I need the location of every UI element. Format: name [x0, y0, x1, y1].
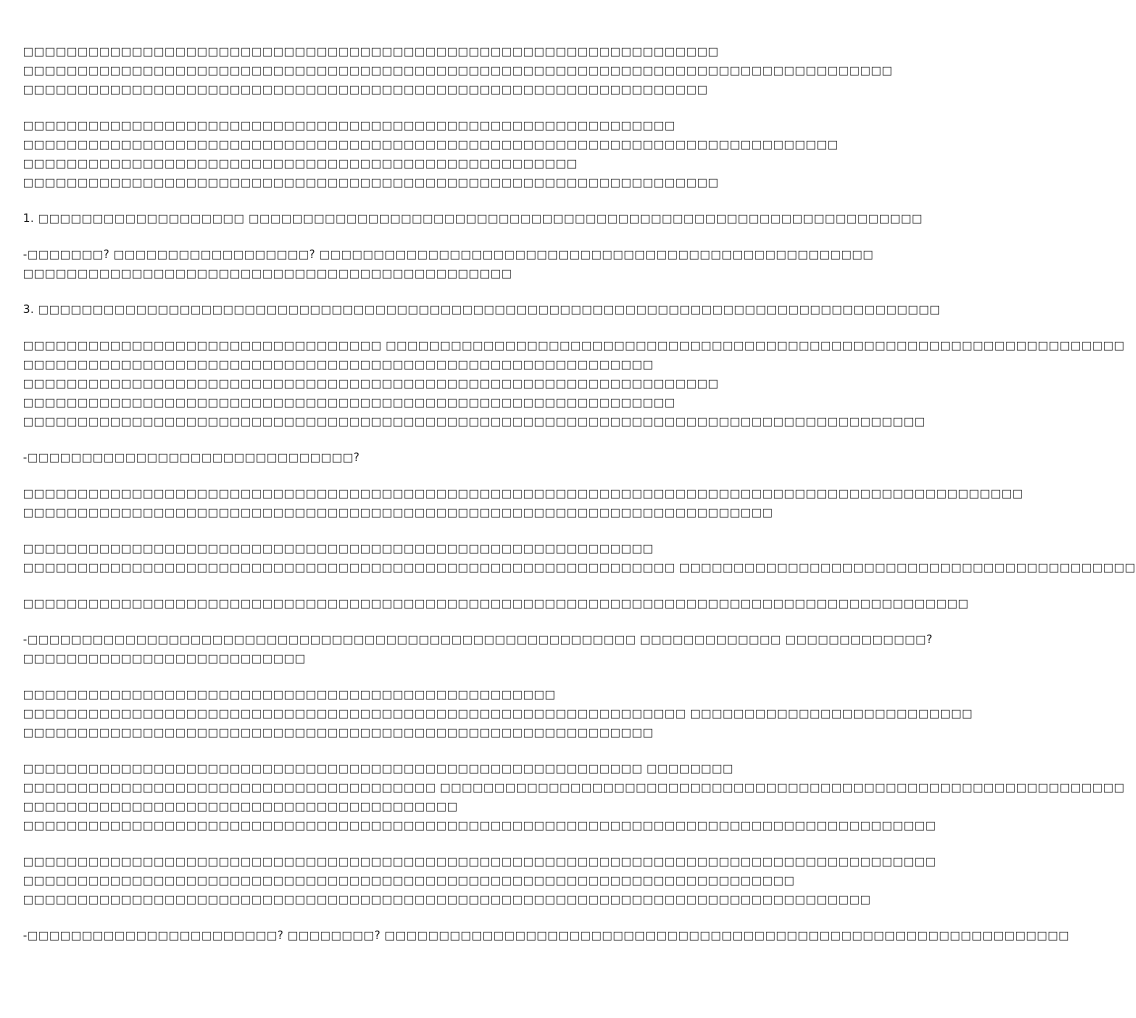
text-line: □□□□□□□□□□□□□□□□□□□□□□□□□□□□□□□□□□□□□□□□□□□□□□□□□□□□□□□□□□□□□□□□□□□□□□□□□□□□□□□□□□□□	[23, 819, 937, 832]
text-line: □□□□□□□□□□□□□□□□□□□□□□□□□□□□□□□□□□□□□□□□□□□□□□□□□	[23, 688, 556, 701]
paragraph	[23, 539, 1136, 577]
paragraph	[23, 759, 1125, 835]
paragraph	[23, 448, 693, 467]
text-line: □□□□□□□□□□□□□□□□□□□□□□□□□□□□□□□□□□□□□□□□□□□□□□□□□□□□□□□□□□□□□□□□□□□□□□□	[23, 874, 795, 887]
text-line: □□□□□□□□□□□□□□□□□□□□□□□□□□□□□□□□□□□□□□□□□□□□□□□□□□□□□□□□□□□□□□□□	[23, 377, 719, 390]
text-line: □□□□□□□□□□□□□□□□□□□□□□□□□□□□□□□□□□□□□□□□□□□□□□□□□□□□□□□□□□□□□□□□	[23, 45, 719, 58]
text-line: □□□□□□□□□□□□□□□□□□□□□□□□□□□□□□□□□□□□□□□□□□□□□□□□□□□□□□□□□□□□□ □□□□□□□□□□□□□□□□□□□□□□□□□□	[23, 707, 973, 720]
document-body	[23, 42, 1136, 962]
paragraph	[23, 484, 1024, 522]
text-line: □□□□□□□□□□□□□□□□□□□□□□□□□□□□□□□□□□□□□□□□□□□□□□□□□□□□□□□□□□□□□□□	[23, 83, 708, 96]
paragraph	[23, 42, 893, 99]
paragraph	[23, 209, 923, 228]
text-line: □□□□□□□□□□□□□□□□□□□□□□□□□□□□□□□□□□□□□□□□□□□□□□□□□□□	[23, 157, 578, 170]
text-line: □□□□□□□□□□□□□□□□□□□□□□□□□□□□□□□□□ □□□□□□□□□□□□□□□□□□□□□□□□□□□□□□□□□□□□□□□□□□□□□□□□□□□□□□□□□□□□□□□□□□□□	[23, 339, 1125, 352]
text-line: □□□□□□□□□□□□□□□□□□□□□□□□□□□□□□□□□□□□□□□□□□□□□□□□□□□□□□□□□□□□□□□□□□□□□□□□□□□□□□□□□□□	[23, 415, 926, 428]
text-line: □□□□□□□□□□□□□□□□□□□□□□□□□□□□□□□□□□□□□□□□□□□□□□□□□□□□□□□□□□□□	[23, 119, 676, 132]
paragraph	[23, 336, 1125, 431]
text-line: -□□□□□□□□□□□□□□□□□□□□□□□? □□□□□□□□? □□□□□□□□□□□□□□□□□□□□□□□□□□□□□□□□□□□□□□□□□□□□□□□□□□□□□□□□□□□□□□□	[23, 929, 1070, 942]
text-line: □□□□□□□□□□□□□□□□□□□□□□□□□□□□□□□□□□□□□□□□□□□□□□□□□□□□□□□□□□□□□□□□□□□□□□□□□□□	[23, 138, 839, 151]
text-line: □□□□□□□□□□□□□□□□□□□□□□□□□□□□□□□□□□□□□□□□□□□□□□□□□□□□□□□□□□	[23, 358, 654, 371]
paragraph	[23, 852, 937, 909]
text-line: □□□□□□□□□□□□□□□□□□□□□□□□□□□□□□□□□□□□□□ □□□□□□□□□□□□□□□□□□□□□□□□□□□□□□□□□□□□□□□□□□□□□□□□□□□□□□□□□□□□□□□	[23, 781, 1125, 794]
text-line: □□□□□□□□□□□□□□□□□□□□□□□□□□	[23, 652, 306, 665]
paragraph	[23, 300, 941, 319]
paragraph	[23, 116, 839, 192]
text-line: -□□□□□□□□□□□□□□□□□□□□□□□□□□□□□□?	[23, 451, 360, 464]
paragraph	[23, 926, 1070, 945]
text-line: □□□□□□□□□□□□□□□□□□□□□□□□□□□□□□□□□□□□□□□□□□□□□□□□□□□□□□□□□□□□□□□□	[23, 176, 719, 189]
text-line: □□□□□□□□□□□□□□□□□□□□□□□□□□□□□□□□□□□□□□□□□□□□□□□□□□□□□□□□□□□□□□□□□□□□□	[23, 506, 774, 519]
text-line: □□□□□□□□□□□□□□□□□□□□□□□□□□□□□□□□□□□□□□□□□□□□□□□□□□□□□□□□□□□□□□□□□□□□□□□□□□□□□□	[23, 893, 871, 906]
text-line: □□□□□□□□□□□□□□□□□□□□□□□□□□□□□□□□□□□□□□□□□□□□□□□□□□□□□□□□□□	[23, 726, 654, 739]
paragraph	[23, 630, 933, 668]
text-line: -□□□□□□□□□□□□□□□□□□□□□□□□□□□□□□□□□□□□□□□□□□□□□□□□□□□□□□□□ □□□□□□□□□□□□□ □□□□□□□□□□□□□?	[23, 633, 933, 646]
text-line: □□□□□□□□□□□□□□□□□□□□□□□□□□□□□□□□□□□□□□□□□□□□□□□□□□□□□□□□□□	[23, 542, 654, 555]
text-line: □□□□□□□□□□□□□□□□□□□□□□□□□□□□□□□□□□□□□□□□□□□□□□□□□□□□□□□□□□□□□□□□□□□□□□□□□□□□□□□□□□□□□□□□□□□□	[23, 487, 1024, 500]
text-line: □□□□□□□□□□□□□□□□□□□□□□□□□□□□□□□□□□□□□□□□□□□□□□□□□□□□□□□□□□□□□□□□□□□□□□□□□□□□□□□□	[23, 64, 893, 77]
text-line: □□□□□□□□□□□□□□□□□□□□□□□□□□□□□□□□□□□□□□□□□□□□□□□□□□□□□□□□□□□□□□□□□□□□□□□□□□□□□□□□□□□□	[23, 855, 937, 868]
paragraph	[23, 685, 973, 742]
paragraph	[23, 594, 969, 613]
text-line: □□□□□□□□□□□□□□□□□□□□□□□□□□□□□□□□□□□□□□□□	[23, 800, 458, 813]
text-line: -□□□□□□□? □□□□□□□□□□□□□□□□□□? □□□□□□□□□□□□□□□□□□□□□□□□□□□□□□□□□□□□□□□□□□□□□□□□□□□	[23, 248, 874, 261]
text-line: 3. □□□□□□□□□□□□□□□□□□□□□□□□□□□□□□□□□□□□□□□□□□□□□□□□□□□□□□□□□□□□□□□□□□□□□□□□□□□□□□□□□□□	[23, 303, 941, 316]
text-line: □□□□□□□□□□□□□□□□□□□□□□□□□□□□□□□□□□□□□□□□□□□□□□□□□□□□□□□□□□□□	[23, 396, 676, 409]
text-line: □□□□□□□□□□□□□□□□□□□□□□□□□□□□□□□□□□□□□□□□□□□□□□□□□□□□□□□□□□□□ □□□□□□□□□□□□□□□□□□□□□□□□□□□□□□□□□□□□□□□□□□	[23, 561, 1136, 574]
text-line: □□□□□□□□□□□□□□□□□□□□□□□□□□□□□□□□□□□□□□□□□□□□□□□□□□□□□□□□□□□□□□□□□□□□□□□□□□□□□□□□□□□□□□□	[23, 597, 969, 610]
text-line: □□□□□□□□□□□□□□□□□□□□□□□□□□□□□□□□□□□□□□□□□□□□□□□□□□□□□□□□□ □□□□□□□□	[23, 762, 734, 775]
text-line: 1. □□□□□□□□□□□□□□□□□□□ □□□□□□□□□□□□□□□□□□□□□□□□□□□□□□□□□□□□□□□□□□□□□□□□□□□□□□□□□□□□□□	[23, 212, 923, 225]
paragraph	[23, 245, 874, 283]
text-line: □□□□□□□□□□□□□□□□□□□□□□□□□□□□□□□□□□□□□□□□□□□□□	[23, 267, 513, 280]
